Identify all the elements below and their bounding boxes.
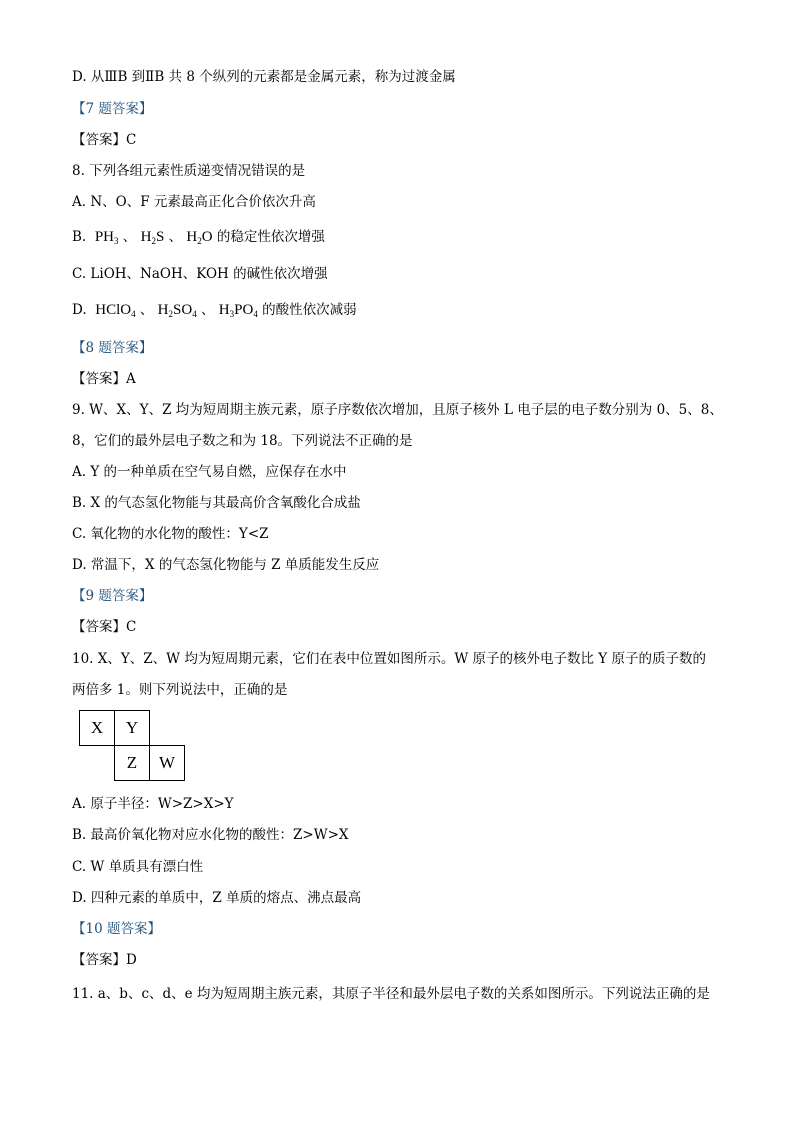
q10-option-c: C. W 单质具有漂白性 [72,859,204,875]
q9-answer: 【答案】C [72,619,137,635]
q10-option-d: D. 四种元素的单质中，Z 单质的熔点、沸点最高 [72,890,362,906]
q7-answer: 【答案】C [72,132,137,148]
q9-option-b: B. X 的气态氢化物能与其最高价含氧酸化合成盐 [72,495,361,511]
formula-hclo4: HClO$_4$ [95,302,136,319]
periodic-position-table [79,710,187,780]
q8-stem: 8. 下列各组元素性质递变情况错误的是 [72,163,306,179]
q8-option-c: C. LiOH、NaOH、KOH 的碱性依次增强 [72,266,328,282]
q10-option-b: B. 最高价氧化物对应水化物的酸性：Z>W>X [72,827,349,843]
cell-w: W [149,745,185,781]
cell-y: Y [114,710,150,746]
formula-ph3: $PH_3$ [94,229,119,246]
q10-option-a: A. 原子半径：W>Z>X>Y [72,796,234,812]
formula-h3po4: $H_3PO_4$ [218,302,258,319]
q7-option-d: D. 从ⅢB 到ⅡB 共 8 个纵列的元素都是金属元素，称为过渡金属 [72,69,456,85]
q9-option-d: D. 常温下，X 的气态氢化物能与 Z 单质能发生反应 [72,557,380,573]
q8-option-d: D. HClO$_4$ 、 $H_2SO_4$ 、 $H_3PO_4$ 的酸性依次减弱 [72,302,357,319]
q10-stem-line1: 10. X、Y、Z、W 均为短周期元素，它们在表中位置如图所示。W 原子的核外电子数比 Y 原子的质子数的 [72,651,706,667]
q11-stem: 11. a、b、c、d、e 均为短周期主族元素，其原子半径和最外层电子数的关系如图所示。下列说法正确的是 [72,986,710,1002]
q9-answer-header: 【9 题答案】 [72,588,153,604]
formula-h2s: $H_2S$ [140,229,165,246]
q10-answer-header: 【10 题答案】 [72,921,161,937]
q9-stem-line2: 8，它们的最外层电子数之和为 18。下列说法不正确的是 [72,433,413,449]
q8-option-a: A. N、O、F 元素最高正化合价依次升高 [72,194,316,210]
formula-h2so4: $H_2SO_4$ [157,302,197,319]
q9-option-c: C. 氧化物的水化物的酸性：Y<Z [72,526,269,542]
formula-h2o: $H_2O$ [186,229,213,246]
q7-answer-header: 【7 题答案】 [72,101,153,117]
q9-stem-line1: 9. W、X、Y、Z 均为短周期主族元素，原子序数依次增加，且原子核外 L 电子层的电子数分别为 0、5、8、 [72,402,723,418]
cell-x: X [79,710,115,746]
q8-answer: 【答案】A [72,371,136,387]
cell-z: Z [114,745,150,781]
q9-option-a: A. Y 的一种单质在空气易自燃，应保存在水中 [72,464,347,480]
q8-option-b: B. $PH_3$ 、 $H_2S$ 、 $H_2O$ 的稳定性依次增强 [72,229,325,246]
q10-answer: 【答案】D [72,952,137,968]
q10-stem-line2: 两倍多 1。则下列说法中，正确的是 [72,682,288,698]
q8-answer-header: 【8 题答案】 [72,340,153,356]
